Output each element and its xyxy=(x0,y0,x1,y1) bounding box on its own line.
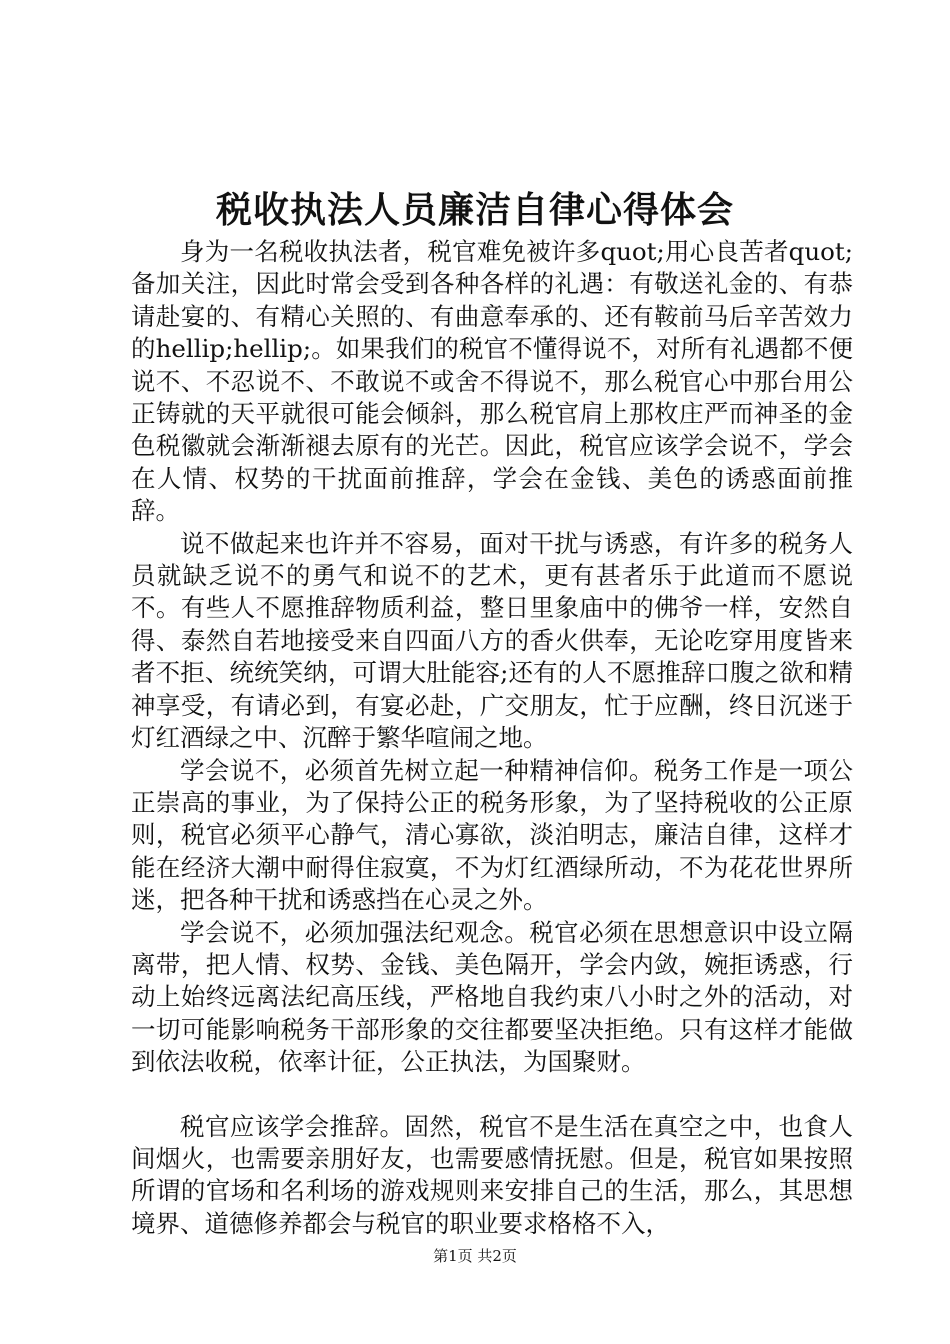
document-body xyxy=(131,236,853,1240)
paragraph-3: 学会说不，必须首先树立起一种精神信仰。税务工作是一项公正崇高的事业，为了保持公正的税务形象，为了坚持税收的公正原则，税官必须平心静气，清心寡欲，淡泊明志，廉洁自律，这样才能在经济大潮中耐得住寂寞，不为灯红酒绿所动，不为花花世界所迷，把各种干扰和诱惑挡在心灵之外。 xyxy=(131,755,853,915)
paragraph-2: 说不做起来也许并不容易，面对干扰与诱惑，有许多的税务人员就缺乏说不的勇气和说不的艺术，更有甚者乐于此道而不愿说不。有些人不愿推辞物质利益，整日里象庙中的佛爷一样，安然自得、泰然自若地接受来自四面八方的香火供奉，无论吃穿用度皆来者不拒、统统笑纳，可谓大肚能容;还有的人不愿推辞口腹之欲和精神享受，有请必到，有宴必赴，广交朋友，忙于应酬，终日沉迷于灯红酒绿之中、沉醉于繁华喧闹之地。 xyxy=(131,528,853,753)
paragraph-5: 税官应该学会推辞。固然，税官不是生活在真空之中，也食人间烟火，也需要亲朋好友，也需要感情抚慰。但是，税官如果按照所谓的官场和名利场的游戏规则来安排自己的生活，那么，其思想境界、道德修养都会与税官的职业要求格格不入， xyxy=(131,1111,853,1238)
paragraph-4: 学会说不，必须加强法纪观念。税官必须在思想意识中设立隔离带，把人情、权势、金钱、美色隔开，学会内敛，婉拒诱惑，行动上始终远离法纪高压线，严格地自我约束八小时之外的活动，对一切可能影响税务干部形象的交往都要坚决拒绝。只有这样才能做到依法收税，依率计征，公正执法，为国聚财。 xyxy=(131,917,853,1077)
document-title: 税收执法人员廉洁自律心得体会 xyxy=(215,189,734,231)
page-number: 第1页 共2页 xyxy=(433,1247,517,1265)
paragraph-1: 身为一名税收执法者，税官难免被许多quot;用心良苦者quot;备加关注，因此时常会受到各种各样的礼遇：有敬送礼金的、有恭请赴宴的、有精心关照的、有曲意奉承的、还有鞍前马后辛苦效力的hellip;hellip;。如果我们的税官不懂得说不，对所有礼遇都不便说不、不忍说不、不敢说不或舍不得说不，那么税官心中那台用公正铸就的天平就很可能会倾斜，那么税官肩上那枚庄严而神圣的金色税徽就会渐渐褪去原有的光芒。因此，税官应该学会说不，学会在人情、权势的干扰面前推辞，学会在金钱、美色的诱惑面前推辞。 xyxy=(131,237,853,526)
